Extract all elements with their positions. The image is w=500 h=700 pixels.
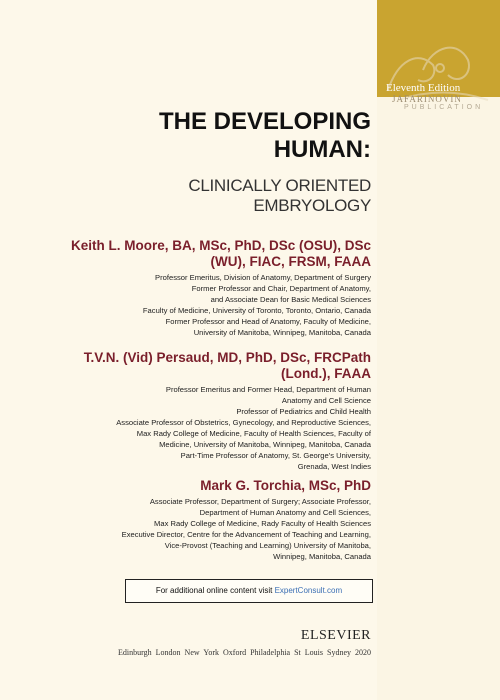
affiliation-line: Part-Time Professor of Anatomy, St. George's University, (180, 451, 371, 460)
book-title (159, 108, 371, 164)
affiliation-line: Department of Human Anatomy and Cell Sciences, (199, 508, 371, 517)
subtitle-line: EMBRYOLOGY (253, 196, 371, 215)
subtitle-line: CLINICALLY ORIENTED (188, 176, 371, 195)
publisher-name: ELSEVIER (300, 628, 371, 643)
affiliation-line: Associate Professor, Department of Surgery; Associate Professor, (149, 497, 371, 506)
watermark-sub: PUBLICATION (404, 104, 484, 111)
expertconsult-link[interactable]: ExpertConsult.com (274, 586, 343, 595)
affiliation-line: Max Rady College of Medicine, Rady Faculty of Health Sciences (154, 519, 371, 528)
affiliation-line: and Associate Dean for Basic Medical Sciences (210, 295, 371, 304)
author-name-line: (Lond.), FAAA (281, 366, 371, 381)
affiliation-line: Faculty of Medicine, University of Toronto, Toronto, Ontario, Canada (142, 306, 371, 315)
affiliation-line: Medicine, University of Manitoba, Winnipeg, Manitoba, Canada (159, 440, 371, 449)
affiliation-line: Associate Professor of Obstetrics, Gynecology, and Reproductive Sciences, (116, 418, 371, 427)
book-subtitle (188, 176, 371, 216)
affiliation-line: Anatomy and Cell Science (281, 396, 371, 405)
author-name-torchia (200, 478, 371, 494)
affiliation-line: Professor of Pediatrics and Child Health (236, 407, 371, 416)
affiliation-line: Vice-Provost (Teaching and Learning) University of Manitoba, (164, 541, 371, 550)
author-name-persaud (84, 350, 371, 382)
affiliation-line: Winnipeg, Manitoba, Canada (273, 552, 371, 561)
affiliation-line: Former Professor and Head of Anatomy, Faculty of Medicine, (165, 317, 371, 326)
affiliation-line: Former Professor and Chair, Department of Anatomy, (191, 284, 371, 293)
online-content-box (125, 579, 373, 603)
author-name-line: Mark G. Torchia, MSc, PhD (200, 478, 371, 493)
author-name-line: (WU), FIAC, FRSM, FAAA (210, 254, 371, 269)
affiliation-line: University of Manitoba, Winnipeg, Manitoba, Canada (193, 328, 371, 337)
affiliation-line: Professor Emeritus, Division of Anatomy, Department of Surgery (155, 273, 371, 282)
author-affiliation-torchia (122, 496, 371, 562)
affiliation-line: Max Rady College of Medicine, Faculty of Health Sciences, Faculty of (136, 429, 371, 438)
affiliation-line: Grenada, West Indies (297, 462, 371, 471)
author-affiliation-moore (143, 272, 371, 338)
publisher-cities: Edinburgh London New York Oxford Philadelphia St Louis Sydney 2020 (118, 648, 371, 657)
affiliation-line: Professor Emeritus and Former Head, Department of Human (165, 385, 371, 394)
title-line: HUMAN: (273, 136, 371, 163)
author-name-moore (71, 238, 371, 270)
edition-label: Eleventh Edition (386, 82, 461, 94)
online-content-text: For additional online content visit (155, 586, 275, 595)
affiliation-line: Executive Director, Centre for the Advancement of Teaching and Learning, (121, 530, 371, 539)
watermark-name: JAFARINOVIN (392, 94, 462, 104)
author-affiliation-persaud (116, 384, 371, 472)
author-name-line: T.V.N. (Vid) Persaud, MD, PhD, DSc, FRCPath (83, 350, 371, 365)
author-name-line: Keith L. Moore, BA, MSc, PhD, DSc (OSU), DSc (70, 238, 371, 253)
title-line: THE DEVELOPING (158, 108, 371, 135)
